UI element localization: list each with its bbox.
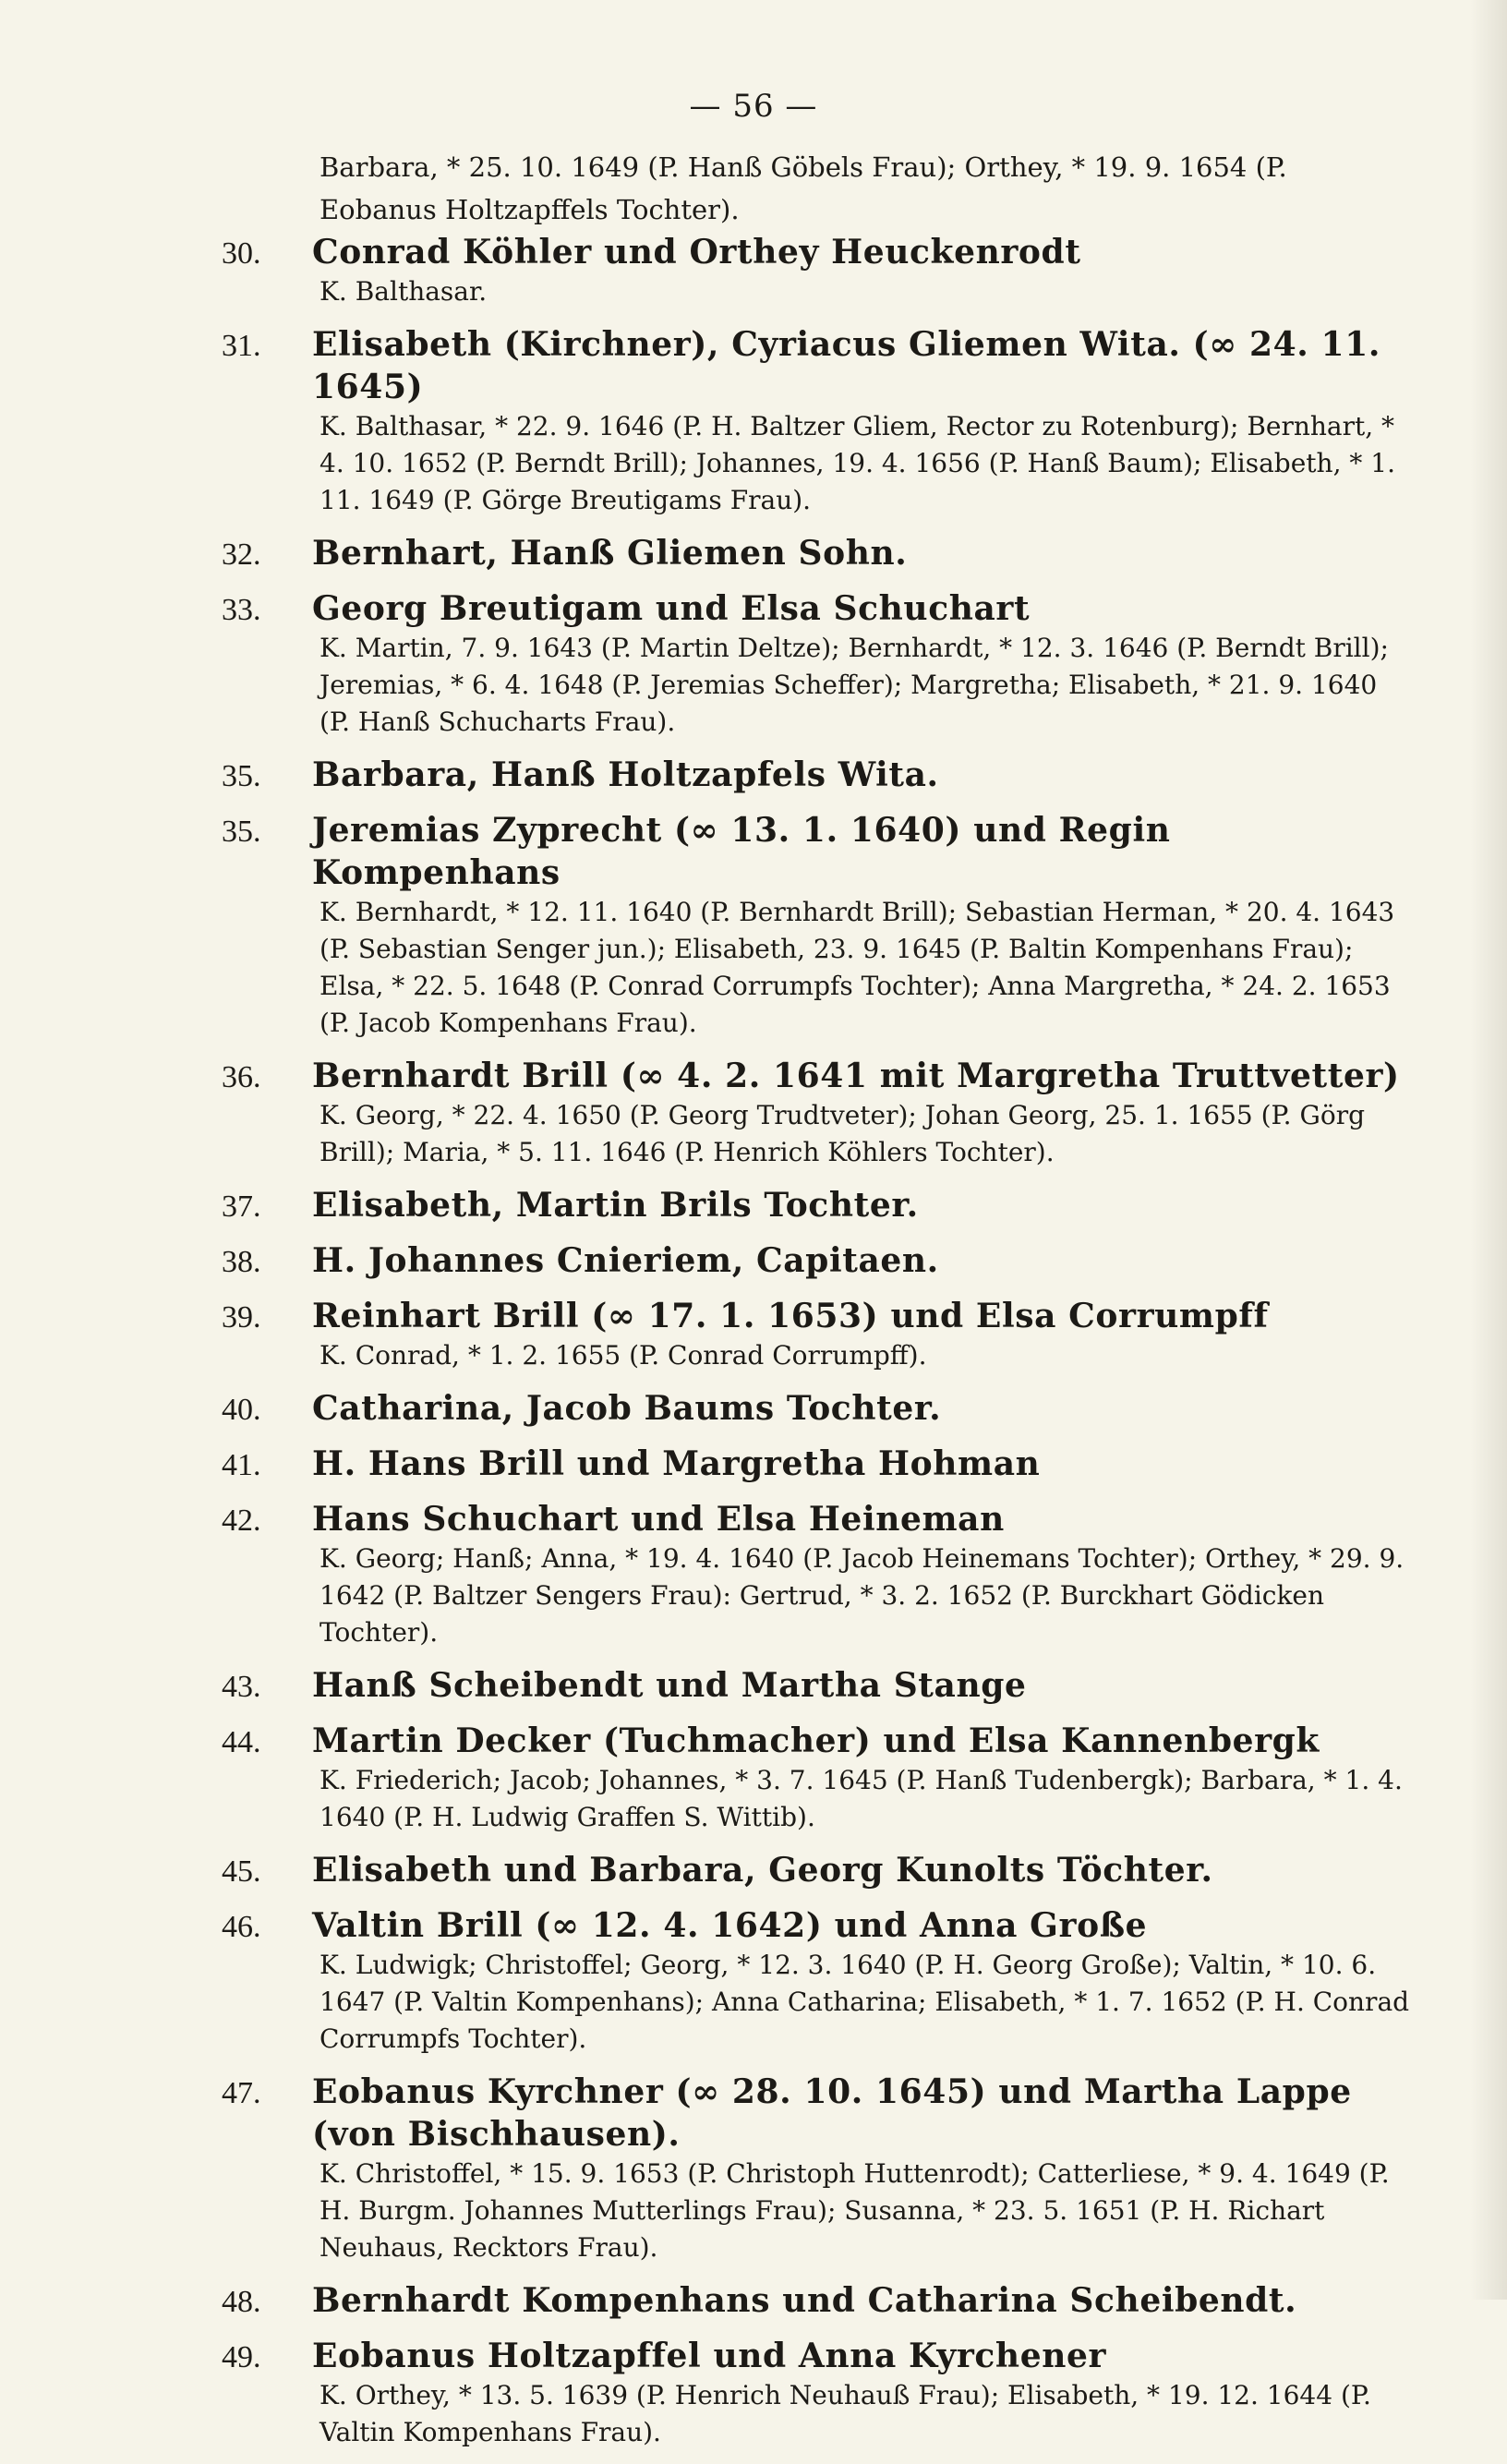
entry-number: 31.	[222, 329, 261, 363]
entry	[222, 2279, 1413, 2322]
entry	[222, 587, 1413, 741]
entry-detail: K. Georg; Hanß; Anna, * 19. 4. 1640 (P. Jacob Heinemans Tochter); Orthey, * 29. 9. 1642 (P. Baltzer Sengers Frau): Gertrud, * 3. 2. 1652 (P. Burckhart Gödicken Tochter).	[319, 1543, 1405, 1648]
entry-number: 32.	[222, 537, 261, 572]
entry-detail: K. Balthasar, * 22. 9. 1646 (P. H. Baltzer Gliem, Rector zu Rotenburg); Bernhart, * 4. 10. 1652 (P. Berndt Brill); Johannes, 19. 4. 1656 (P. Hanß Baum); Elisabeth, * 1. 11. 1649 (P. Görge Breutigams Frau).	[319, 411, 1395, 515]
entry-number: 45.	[222, 1854, 261, 1889]
intro-line: Eobanus Holtzapffels Tochter).	[319, 194, 740, 225]
entry-detail: K. Friederich; Jacob; Johannes, * 3. 7. 1645 (P. Hanß Tudenbergk); Barbara, * 1. 4. 1640 (P. H. Ludwig Graffen S. Wittib).	[319, 1765, 1403, 1832]
entry-heading: Conrad Köhler und Orthey Heuckenrodt	[312, 233, 1081, 272]
entry	[222, 1443, 1413, 1485]
entry-heading: Eobanus Kyrchner (∞ 28. 10. 1645) und Martha Lappe (von Bischhausen).	[312, 2072, 1352, 2154]
entry-number: 44.	[222, 1725, 261, 1759]
entry	[222, 1295, 1413, 1374]
entry-number: 38.	[222, 1245, 261, 1279]
entry-heading: Hanß Scheibendt und Martha Stange	[312, 1666, 1027, 1705]
entry-number: 33.	[222, 593, 261, 627]
entry-heading: H. Hans Brill und Margretha Hohman	[312, 1444, 1041, 1483]
entry	[222, 1239, 1413, 1282]
entry-heading: Valtin Brill (∞ 12. 4. 1642) und Anna Große	[312, 1906, 1148, 1945]
entry	[222, 1904, 1413, 2058]
page-number: — 56 —	[689, 88, 818, 125]
entry-heading: Hans Schuchart und Elsa Heineman	[312, 1500, 1005, 1539]
entry	[222, 2335, 1413, 2451]
entry-detail: K. Ludwigk; Christoffel; Georg, * 12. 3. 1640 (P. H. Georg Große); Valtin, * 10. 6. 1647 (P. Valtin Kompenhans); Anna Catharina; Elisabeth, * 1. 7. 1652 (P. H. Conrad Corrumpfs Tochter).	[319, 1950, 1410, 2054]
entry-heading: Bernhardt Kompenhans und Catharina Scheibendt.	[312, 2281, 1297, 2320]
intro-continuation	[319, 146, 1391, 231]
entry-heading: Bernhardt Brill (∞ 4. 2. 1641 mit Margretha Truttvetter)	[312, 1057, 1400, 1095]
entry-number: 48.	[222, 2285, 261, 2319]
entry	[222, 1664, 1413, 1707]
entry	[222, 1849, 1413, 1891]
entry-detail: K. Orthey, * 13. 5. 1639 (P. Henrich Neuhauß Frau); Elisabeth, * 19. 12. 1644 (P. Valtin Kompenhans Frau).	[319, 2380, 1371, 2447]
entry	[222, 1720, 1413, 1836]
entry-number: 39.	[222, 1300, 261, 1335]
entry-number: 46.	[222, 1910, 261, 1944]
entry-heading: Elisabeth und Barbara, Georg Kunolts Töchter.	[312, 1851, 1213, 1890]
entry	[222, 1184, 1413, 1226]
entry-detail: K. Martin, 7. 9. 1643 (P. Martin Deltze); Bernhardt, * 12. 3. 1646 (P. Berndt Brill); Jeremias, * 6. 4. 1648 (P. Jeremias Scheffer); Margretha; Elisabeth, * 21. 9. 1640 (P. Hanß Schucharts Frau).	[319, 633, 1389, 737]
entry-heading: Eobanus Holtzapffel und Anna Kyrchener	[312, 2337, 1107, 2375]
entry	[222, 2071, 1413, 2266]
entry-detail: K. Conrad, * 1. 2. 1655 (P. Conrad Corrumpff).	[319, 1340, 927, 1371]
entry	[222, 1498, 1413, 1651]
entry-number: 41.	[222, 1448, 261, 1482]
entry-list	[222, 231, 1413, 2464]
entry-number: 36.	[222, 1060, 261, 1094]
entry-number: 43.	[222, 1670, 261, 1704]
entry-detail: K. Balthasar.	[319, 276, 488, 307]
entry	[222, 1055, 1413, 1171]
entry-detail: K. Georg, * 22. 4. 1650 (P. Georg Trudtveter); Johan Georg, 25. 1. 1655 (P. Görg Brill); Maria, * 5. 11. 1646 (P. Henrich Köhlers Tochter).	[319, 1100, 1366, 1167]
entry	[222, 323, 1413, 519]
entry-number: 40.	[222, 1393, 261, 1427]
entry-heading: Martin Decker (Tuchmacher) und Elsa Kannenbergk	[312, 1721, 1320, 1760]
entry-number: 42.	[222, 1504, 261, 1538]
intro-line: Barbara, * 25. 10. 1649 (P. Hanß Göbels Frau); Orthey, * 19. 9. 1654 (P.	[319, 151, 1287, 183]
entry-number: 49.	[222, 2340, 261, 2374]
entry-heading: H. Johannes Cnieriem, Capitaen.	[312, 1241, 939, 1280]
entry	[222, 809, 1413, 1042]
entry-heading: Barbara, Hanß Holtzapfels Wita.	[312, 755, 939, 794]
entry	[222, 754, 1413, 796]
entry-heading: Catharina, Jacob Baums Tochter.	[312, 1389, 942, 1428]
entry-heading: Elisabeth, Martin Brils Tochter.	[312, 1186, 919, 1225]
entry-number: 35.	[222, 759, 261, 793]
entry-number: 30.	[222, 236, 261, 271]
entry	[222, 1387, 1413, 1430]
entry-detail: K. Christoffel, * 15. 9. 1653 (P. Christoph Huttenrodt); Catterliese, * 9. 4. 1649 (P. H. Burgm. Johannes Mutterlings Frau); Susanna, * 23. 5. 1651 (P. H. Richart Neuhaus, Recktors Frau).	[319, 2158, 1390, 2263]
entry-heading: Bernhart, Hanß Gliemen Sohn.	[312, 534, 908, 573]
entry-detail: K. Bernhardt, * 12. 11. 1640 (P. Bernhardt Brill); Sebastian Herman, * 20. 4. 1643 (P. Sebastian Senger jun.); Elisabeth, 23. 9. 1645 (P. Baltin Kompenhans Frau); Elsa, * 22. 5. 1648 (P. Conrad Corrumpfs Tochter); Anna Margretha, * 24. 2. 1653 (P. Jacob Kompenhans Frau).	[319, 897, 1395, 1038]
entry	[222, 231, 1413, 310]
entry-number: 35.	[222, 815, 261, 849]
page-edge-shadow	[1470, 0, 1507, 2300]
entry-heading: Elisabeth (Kirchner), Cyriacus Gliemen Wita. (∞ 24. 11. 1645)	[312, 325, 1380, 406]
entry-number: 47.	[222, 2076, 261, 2110]
entry-heading: Jeremias Zyprecht (∞ 13. 1. 1640) und Regin Kompenhans	[312, 811, 1171, 892]
entry-heading: Reinhart Brill (∞ 17. 1. 1653) und Elsa Corrumpff	[312, 1297, 1269, 1335]
entry	[222, 532, 1413, 574]
entry-number: 37.	[222, 1190, 261, 1224]
entry-heading: Georg Breutigam und Elsa Schuchart	[312, 589, 1031, 628]
